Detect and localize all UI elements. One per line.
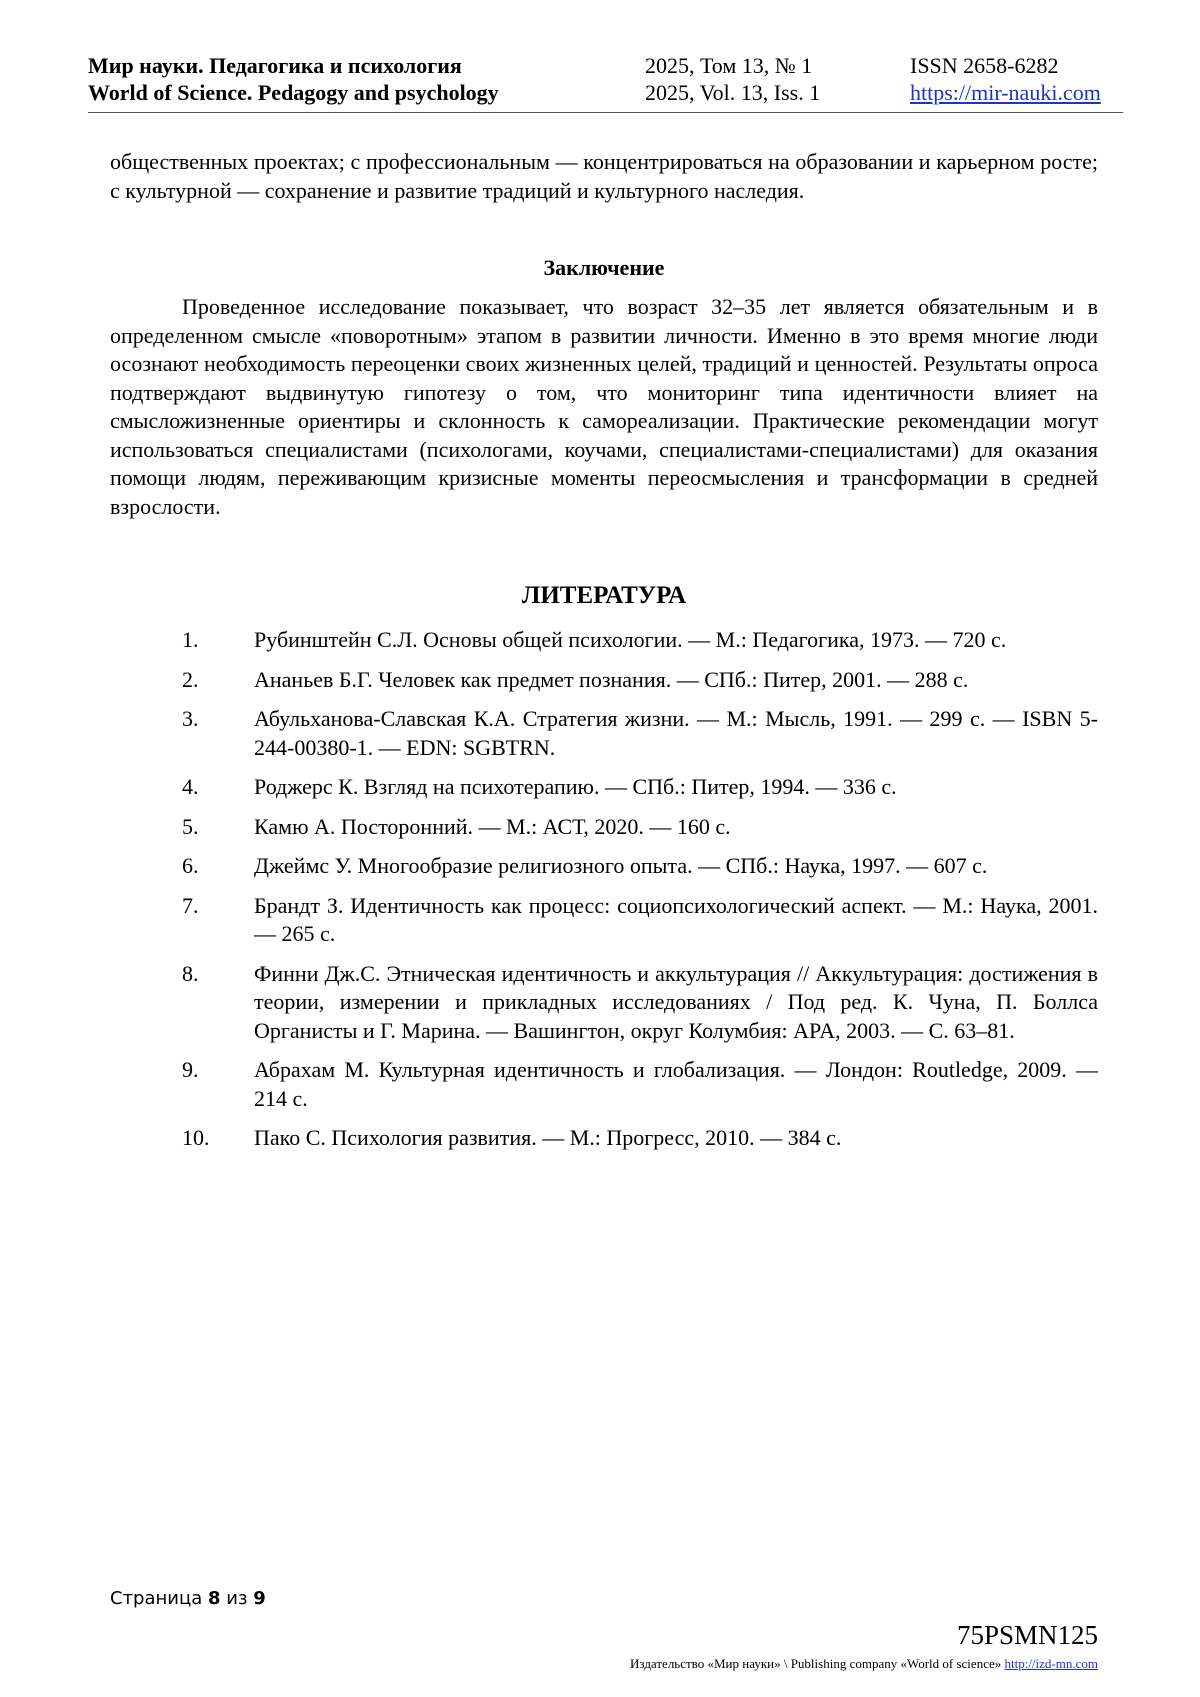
journal-title-en: World of Science. Pedagogy and psychology: [88, 80, 499, 105]
publisher-line: [630, 1656, 1098, 1672]
reference-number: 3.: [182, 706, 199, 731]
journal-title-ru: Мир науки. Педагогика и психология: [88, 53, 462, 78]
reference-number: 1.: [182, 627, 199, 652]
reference-item: [110, 773, 1098, 802]
reference-item: [110, 666, 1098, 695]
issn-block: [910, 52, 1101, 106]
reference-item: [110, 1124, 1098, 1153]
publisher-url-link[interactable]: http://izd-mn.com: [1004, 1656, 1098, 1671]
reference-item: [110, 960, 1098, 1046]
reference-number: 5.: [182, 813, 199, 839]
reference-number: 10.: [182, 1125, 210, 1150]
reference-text: Камю А. Посторонний. — М.: АСТ, 2020. — 160 с.: [254, 813, 731, 839]
issue-block: [645, 52, 820, 106]
reference-text: Абрахам М. Культурная идентичность и глобализация. — Лондон: Routledge, 2009. — 214 с.: [254, 1057, 1098, 1111]
reference-text: Брандт З. Идентичность как процесс: социопсихологический аспект. — М.: Наука, 2001. — 265 с.: [254, 892, 1098, 946]
reference-item: [110, 705, 1098, 762]
reference-item: [110, 813, 1098, 842]
issue-en: 2025, Vol. 13, Iss. 1: [645, 80, 821, 105]
reference-number: 9.: [182, 1057, 199, 1082]
reference-text: Пако С. Психология развития. — М.: Прогресс, 2010. — 384 с.: [254, 1125, 842, 1150]
issn: ISSN 2658-6282: [910, 53, 1059, 78]
reference-number: 2.: [182, 666, 199, 692]
reference-text: Рубинштейн С.Л. Основы общей психологии. — М.: Педагогика, 1973. — 720 с.: [254, 627, 1007, 652]
reference-number: 4.: [182, 774, 199, 799]
page-of: из: [226, 1588, 248, 1609]
references-heading: ЛИТЕРАТУРА: [521, 582, 687, 609]
page-label: Страница: [110, 1588, 203, 1609]
reference-item: [110, 852, 1098, 881]
reference-item: [110, 1056, 1098, 1113]
continued-paragraph: общественных проектах; с профессиональным — концентрироваться на образовании и карьерном росте; с культурной — сохранение и развитие традиций и культурного наследия.: [110, 149, 1098, 203]
reference-number: 7.: [182, 892, 199, 918]
journal-header: [88, 52, 1123, 113]
reference-text: Роджерс К. Взгляд на психотерапию. — СПб.: Питер, 1994. — 336 с.: [254, 774, 897, 799]
reference-item: [110, 626, 1098, 655]
reference-text: Джеймс У. Многообразие религиозного опыта. — СПб.: Наука, 1997. — 607 с.: [254, 853, 988, 878]
reference-item: [110, 892, 1098, 949]
reference-list: [110, 626, 1098, 1164]
reference-text: Абульханова-Славская К.А. Стратегия жизни. — М.: Мысль, 1991. — 299 с. — ISBN 5-244-00380-1. — EDN: SGBTRN.: [254, 706, 1098, 760]
issue-ru: 2025, Том 13, № 1: [645, 53, 813, 78]
reference-text: Ананьев Б.Г. Человек как предмет познания. — СПб.: Питер, 2001. — 288 с.: [254, 666, 969, 692]
conclusion-heading: Заключение: [543, 255, 665, 280]
journal-url-link[interactable]: https://mir-nauki.com: [910, 80, 1101, 105]
page-number: [110, 1588, 266, 1609]
journal-title-block: [88, 52, 499, 106]
conclusion-paragraph: Проведенное исследование показывает, что возраст 32–35 лет является обязательным и в определенном смысле «поворотным» этапом в развитии личности. Именно в это время многие люди осознают необходимость переоценки своих жизненных целей, традиций и ценностей. Результаты опроса подтверждают выдвинутую гипотезу о том, что мониторинг типа идентичности влияет на смысложизненные ориентиры и склонность к самореализации. Практические рекомендации могут использоваться специалистами (психологами, коучами, специалистами-специалистами) для оказания помощи людям, переживающим кризисные моменты переосмысления и трансформации в средней взрослости.: [110, 294, 1098, 519]
reference-number: 6.: [182, 853, 199, 878]
page-total: 9: [253, 1588, 266, 1609]
page-current: 8: [208, 1588, 221, 1609]
reference-text: Финни Дж.С. Этническая идентичность и аккультурация // Аккультурация: достижения в теории, измерении и прикладных исследованиях / Под ред. К. Чуна, П. Боллса Органисты и Г. Марина. — Вашингтон, округ Колумбия: APA, 2003. — С. 63–81.: [254, 960, 1098, 1043]
article-code: 75PSMN125: [956, 1620, 1098, 1650]
publisher-name: Издательство «Мир науки» \ Publishing company «World of science»: [630, 1656, 1002, 1671]
reference-number: 8.: [182, 960, 199, 986]
